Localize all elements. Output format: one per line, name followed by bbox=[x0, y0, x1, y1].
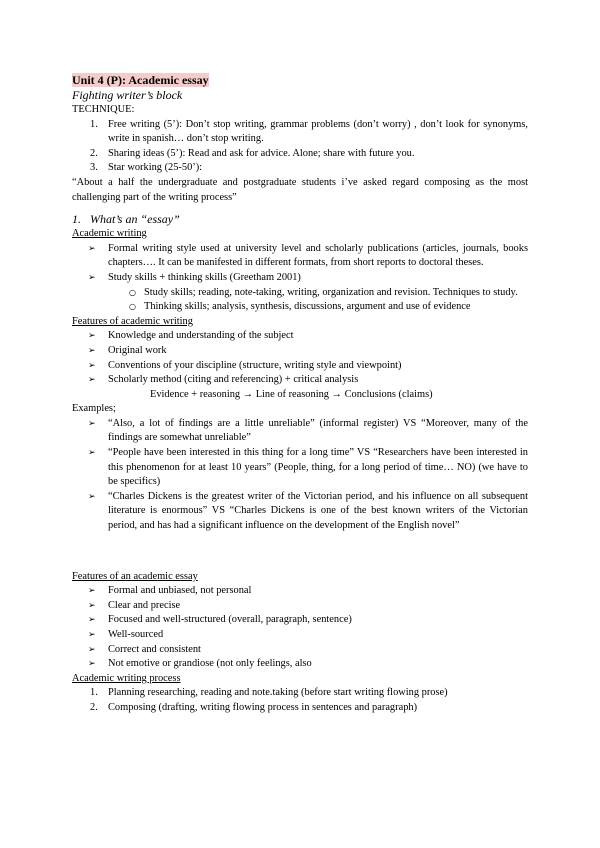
technique-list bbox=[72, 118, 528, 176]
list-item: ➢ “People have been interested in this thing for a long time” VS “Researchers have been interested in this phenomenon for at least 10 years” (People, thing, for a long period of time… NO) (we have to be specifics) bbox=[88, 447, 528, 488]
examples-list bbox=[72, 417, 528, 534]
reasoning-chain: Evidence + reasoning → Line of reasoning → Conclusions (claims) bbox=[150, 388, 433, 400]
features-writing-list bbox=[72, 329, 528, 387]
list-item: ○ Study skills; reading, note-taking, writing, organization and revision. Techniques to study. bbox=[129, 286, 518, 298]
doc-title: Unit 4 (P): Academic essay bbox=[72, 73, 209, 87]
list-item: ➢ Focused and well-structured (overall, paragraph, sentence) bbox=[88, 614, 352, 626]
list-item: ➢ Knowledge and understanding of the subject bbox=[88, 330, 294, 342]
list-item: ○ Thinking skills; analysis, synthesis, discussions, argument and use of evidence bbox=[129, 301, 471, 313]
list-item: 2. Composing (drafting, writing flowing process in sentences and paragraph) bbox=[90, 701, 418, 713]
process-list bbox=[72, 686, 528, 715]
list-item: ➢ “Also, a lot of findings are a little unreliable” (informal register) VS “Moreover, many of the findings are somewhat unreliable” bbox=[88, 417, 528, 444]
list-item: ➢ Not emotive or grandiose (not only feelings, also bbox=[88, 658, 312, 670]
list-item: ➢ Study skills + thinking skills (Greetham 2001) bbox=[88, 271, 301, 283]
examples-label: Examples; bbox=[72, 403, 116, 415]
list-item: ➢ Original work bbox=[88, 344, 167, 356]
list-item: ➢ Correct and consistent bbox=[88, 643, 201, 655]
section-heading: 1. What’s an “essay” bbox=[72, 212, 180, 227]
spacer bbox=[72, 534, 528, 570]
features-essay-heading: Features of an academic essay bbox=[72, 570, 198, 582]
list-item: ➢ Formal writing style used at university level and scholarly publications (articles, journals, books chapters…. It can be manifested in different formats, from short reports to doctoral theses. bbox=[88, 242, 528, 269]
features-essay-list bbox=[72, 584, 528, 672]
list-item: ➢ Well-sourced bbox=[88, 629, 164, 640]
technique-label: TECHNIQUE: bbox=[72, 104, 135, 115]
list-item: ➢ Scholarly method (citing and referencing) + critical analysis bbox=[88, 374, 359, 386]
list-item: ➢ Conventions of your discipline (structure, writing style and viewpoint) bbox=[88, 359, 402, 371]
academic-writing-list bbox=[72, 242, 528, 286]
list-item: ➢ Clear and precise bbox=[88, 599, 181, 611]
list-item: 3. Star working (25-50’): bbox=[90, 162, 203, 174]
list-item: 1. Free writing (5’): Don’t stop writing, grammar problems (don’t worry) , don’t look for synonyms, write in spanish… don’t stop writing. bbox=[90, 118, 528, 145]
process-heading: Academic writing process bbox=[72, 672, 181, 684]
features-writing-heading: Features of academic writing bbox=[72, 315, 193, 327]
academic-writing-heading: Academic writing bbox=[72, 228, 147, 240]
list-item: ➢ Formal and unbiased, not personal bbox=[88, 585, 252, 597]
list-item: 2. Sharing ideas (5’): Read and ask for advice. Alone; share with future you. bbox=[90, 147, 415, 159]
document-page bbox=[72, 72, 528, 716]
list-item: ➢ “Charles Dickens is the greatest writer of the Victorian period, and his influence on all subsequent literature is enormous” VS “Charles Dickens is one of the best known writers of the Victorian period, and has had a significant influence on the development of the English novel” bbox=[88, 490, 528, 532]
list-item: 1. Planning researching, reading and note.taking (before start writing flowing prose) bbox=[90, 687, 448, 699]
doc-subtitle: Fighting writer’s block bbox=[72, 88, 183, 102]
quote: “About a half the undergraduate and postgraduate students i’ve asked regard composing as the most challenging part of the writing process” bbox=[72, 176, 528, 203]
skills-sublist bbox=[72, 286, 528, 315]
